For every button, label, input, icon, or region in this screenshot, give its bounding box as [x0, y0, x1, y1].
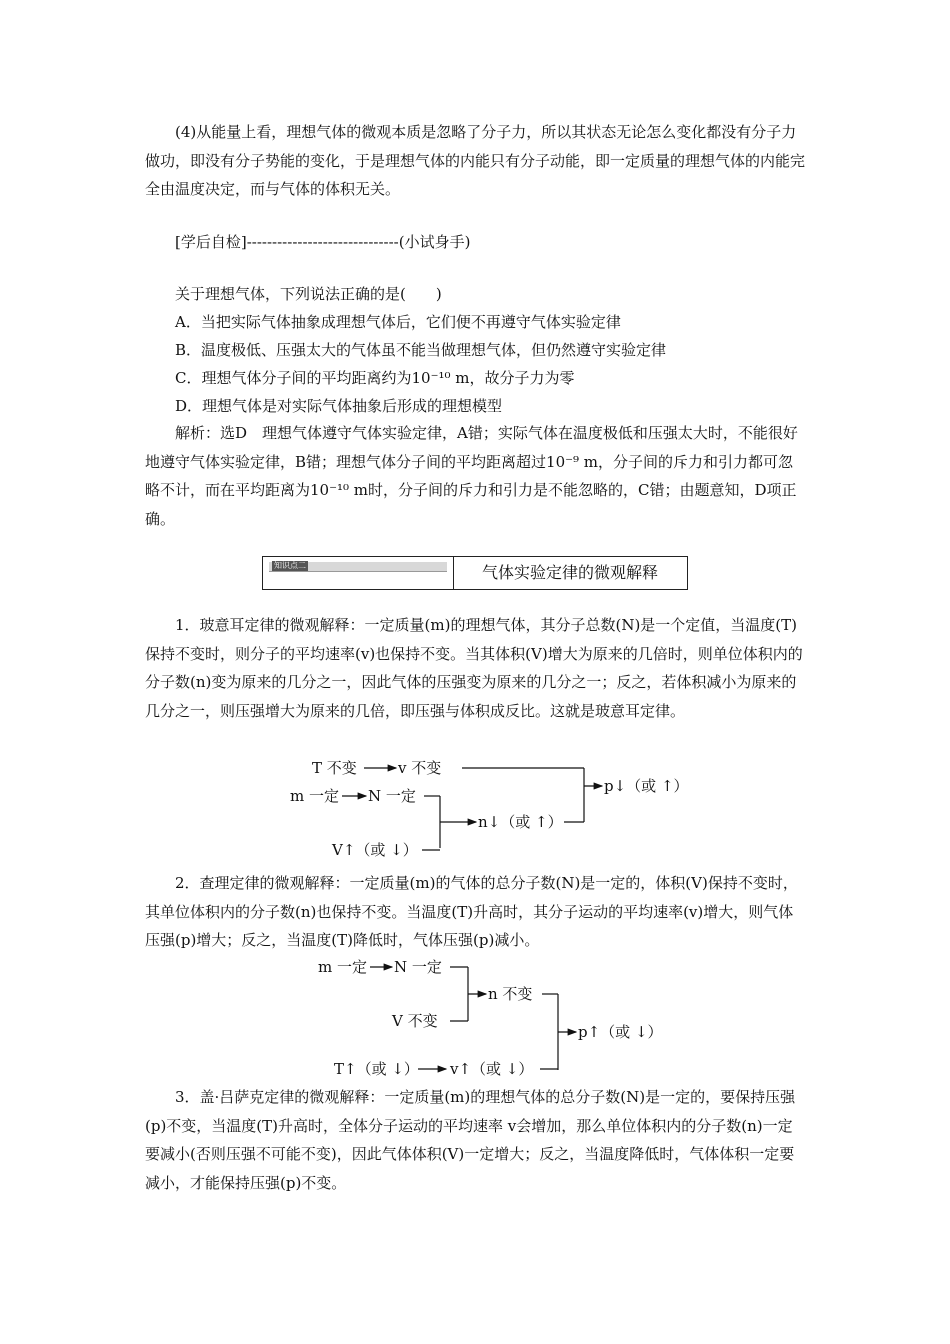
- charles-n-total: N 一定: [394, 958, 442, 976]
- gay-lussac-law-text: 3．盖·吕萨克定律的微观解释：一定质量(m)的理想气体的总分子数(N)是一定的，要保持压强(p)不变，当温度(T)升高时，全体分子运动的平均速率 v会增加，那么单位体积内的分子数(n)一定要减小(否则压强不可能不变)，因此气体体积(V)一定增大；反之，当温度降低时，气体体积一定要减小，才能保持压强(p)不变。: [145, 1088, 796, 1192]
- boyle-v-change: V↑（或 ↓）: [332, 841, 418, 859]
- section-header-box: [262, 556, 688, 590]
- boyle-t-const: T 不变: [312, 759, 357, 777]
- charles-law-text: 2．查理定律的微观解释：一定质量(m)的气体的总分子数(N)是一定的，体积(V)保持不变时，其单位体积内的分子数(n)也保持不变。当温度(T)升高时，其分子运动的平均速率(v)增大，则气体压强(p)增大；反之，当温度(T)降低时，气体压强(p)减小。: [145, 874, 798, 949]
- option-a[interactable]: A．当把实际气体抽象成理想气体后，它们便不再遵守气体实验定律: [175, 313, 621, 331]
- boyle-v-const: v 不变: [398, 759, 442, 777]
- boyle-m-const: m 一定: [290, 787, 339, 805]
- boyle-n-change: n↓（或 ↑）: [478, 813, 563, 831]
- boyle-p-change: p↓（或 ↑）: [604, 777, 689, 795]
- option-d[interactable]: D．理想气体是对实际气体抽象后形成的理想模型: [175, 397, 503, 415]
- charles-t-change: T↑（或 ↓）: [334, 1060, 419, 1078]
- charles-vol-const: V 不变: [392, 1012, 438, 1030]
- boyle-n-total: N 一定: [368, 787, 416, 805]
- section-tag: [269, 562, 447, 572]
- intro-paragraph: (4)从能量上看，理想气体的微观本质是忽略了分子力，所以其状态无论怎么变化都没有分子力做功，即没有分子势能的变化，于是理想气体的内能只有分子动能，即一定质量的理想气体的内能完全由温度决定，而与气体的体积无关。: [145, 123, 806, 198]
- section-tag-cell: [263, 557, 454, 589]
- boyle-law-text: 1．玻意耳定律的微观解释：一定质量(m)的理想气体，其分子总数(N)是一个定值，当温度(T)保持不变时，则分子的平均速率(v)也保持不变。当其体积(V)增大为原来的几倍时，则单位体积内的分子数(n)变为原来的几分之一，因此气体的压强变为原来的几分之一；反之，若体积减小为原来的几分之一，则压强增大为原来的几倍，即压强与体积成反比。这就是玻意耳定律。: [145, 616, 803, 720]
- charles-m-const: m 一定: [318, 958, 367, 976]
- charles-p-change: p↑（或 ↓）: [578, 1023, 663, 1041]
- charles-diagram: [0, 952, 950, 1082]
- charles-v-change: v↑（或 ↓）: [450, 1060, 534, 1078]
- boyle-diagram: [0, 752, 950, 862]
- section-tag-text: 知识点二: [274, 561, 306, 570]
- section-title: 气体实验定律的微观解释: [482, 563, 659, 582]
- question-stem: 关于理想气体，下列说法正确的是( ): [175, 285, 442, 303]
- charles-n-const: n 不变: [488, 985, 533, 1003]
- option-c[interactable]: C．理想气体分子间的平均距离约为10⁻¹⁰ m，故分子力为零: [175, 369, 575, 387]
- option-b[interactable]: B．温度极低、压强太大的气体虽不能当做理想气体，但仍然遵守实验定律: [175, 341, 667, 359]
- self-check-header: [学后自检]------------------------------(小试身手): [175, 233, 471, 251]
- solution-text: 解析：选D 理想气体遵守气体实验定律，A错；实际气体在温度极低和压强太大时，不能很好地遵守气体实验定律，B错；理想气体分子间的平均距离超过10⁻⁹ m，分子间的斥力和引力都可忽略不计，而在平均距离为10⁻¹⁰ m时，分子间的斥力和引力是不能忽略的，C错；由题意知，D项正确。: [145, 424, 798, 528]
